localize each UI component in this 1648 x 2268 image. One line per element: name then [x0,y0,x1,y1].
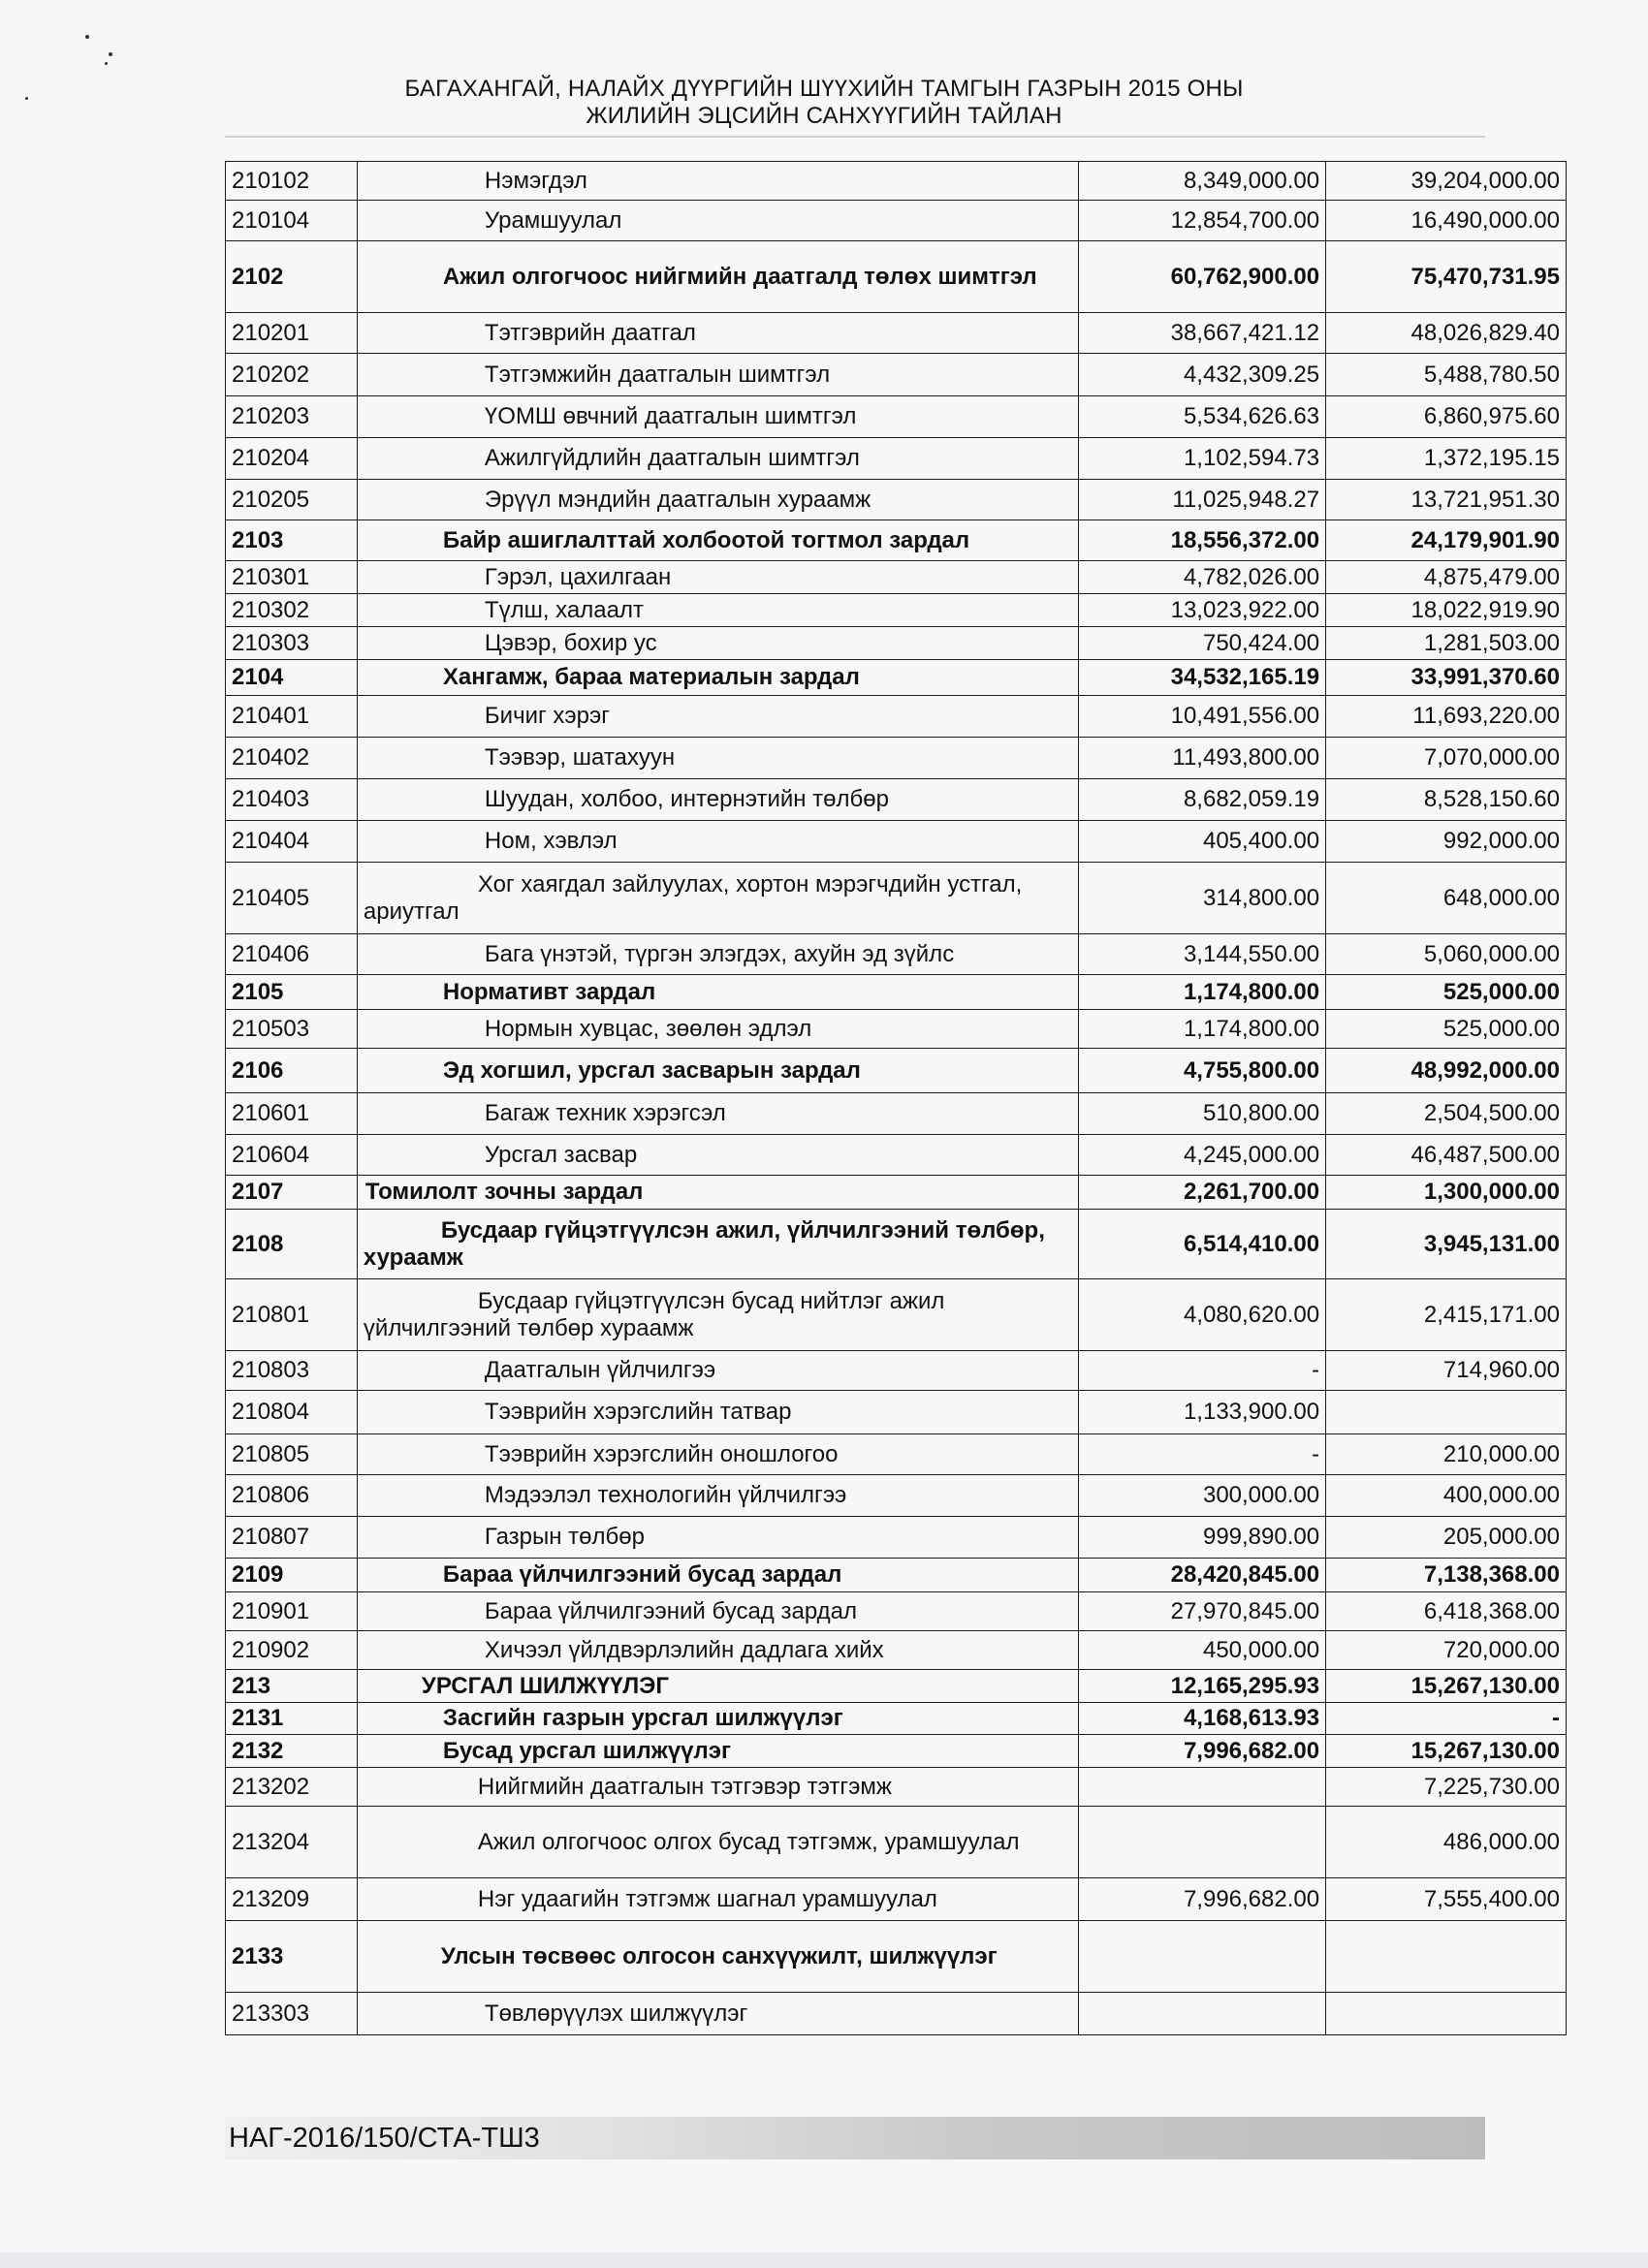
table-row [226,1768,1567,1807]
cell-value-2015 [1326,1391,1567,1434]
cell-name-text: Бичиг хэрэг [484,703,611,729]
cell-value-2014: 314,800.00 [1079,863,1326,934]
cell-value-2015: 33,991,370.60 [1326,660,1567,696]
cell-name-text: Төвлөрүүлэх шилжүүлэг [484,2000,748,2027]
cell-value-2015: 18,022,919.90 [1326,594,1567,627]
cell-name-text: Бусдаар гүйцэтгүүлсэн бусад нийтлэг ажил үйлчилгээний төлбөр хураамж [363,1287,945,1341]
cell-code: 210807 [226,1517,358,1559]
table-row [226,1807,1567,1878]
cell-name [357,1093,1078,1135]
table-row [226,1049,1567,1093]
cell-name [357,1592,1078,1631]
cell-value-2015: 1,372,195.15 [1326,438,1567,480]
table-row [226,1279,1567,1351]
cell-name-text: Даатгалын үйлчилгээ [484,1357,716,1383]
cell-name [357,1670,1078,1703]
cell-name-text: Урсгал засвар [484,1141,638,1168]
table-row [226,438,1567,480]
cell-name-text: Мэдээлэл технологийн үйлчилгээ [484,1482,847,1508]
cell-name-text: Тээврийн хэрэгслийн оношлогоо [484,1440,839,1467]
cell-name-text: Засгийн газрын урсгал шилжүүлэг [442,1705,843,1731]
cell-name-text: Байр ашиглалттай холбоотой тогтмол зардал [442,526,970,553]
cell-name-text: Эд хогшил, урсгал засварын зардал [442,1056,861,1084]
cell-name-text: Бараа үйлчилгээний бусад зардал [484,1597,857,1624]
cell-name-text: Шуудан, холбоо, интернэтийн төлбөр [484,786,889,812]
table-row [226,1434,1567,1475]
cell-value-2015: 15,267,130.00 [1326,1670,1567,1703]
cell-name [357,821,1078,863]
cell-name-text: Томилолт зочны зардал [364,1179,644,1205]
table-row [226,696,1567,738]
cell-value-2015: 2,504,500.00 [1326,1093,1567,1135]
cell-value-2014: 34,532,165.19 [1079,660,1326,696]
cell-value-2015: 48,026,829.40 [1326,313,1567,354]
cell-value-2015: 525,000.00 [1326,1010,1567,1049]
cell-value-2014: 3,144,550.00 [1079,934,1326,975]
cell-value-2015: 7,070,000.00 [1326,738,1567,779]
cell-value-2014: 8,682,059.19 [1079,779,1326,821]
cell-code: 210901 [226,1592,358,1631]
cell-value-2015: 992,000.00 [1326,821,1567,863]
cell-name [357,1434,1078,1475]
table-row [226,1010,1567,1049]
cell-value-2015: 46,487,500.00 [1326,1135,1567,1176]
cell-value-2015: 75,470,731.95 [1326,241,1567,313]
cell-value-2014: 7,996,682.00 [1079,1878,1326,1921]
cell-value-2014: 28,420,845.00 [1079,1559,1326,1592]
cell-value-2014: 11,025,948.27 [1079,480,1326,520]
cell-name [357,438,1078,480]
cell-code: 210405 [226,863,358,934]
table-row [226,594,1567,627]
cell-value-2015: 24,179,901.90 [1326,520,1567,561]
table-row [226,1670,1567,1703]
cell-value-2014: 4,245,000.00 [1079,1135,1326,1176]
table-row [226,561,1567,594]
table-row [226,1559,1567,1592]
cell-code: 210205 [226,480,358,520]
cell-value-2014: - [1079,1434,1326,1475]
cell-code: 210203 [226,396,358,438]
table-row [226,627,1567,660]
cell-value-2014: 4,755,800.00 [1079,1049,1326,1093]
cell-value-2014: 6,514,410.00 [1079,1210,1326,1279]
cell-name [357,1176,1078,1210]
cell-value-2014: 510,800.00 [1079,1093,1326,1135]
cell-name [357,1735,1078,1768]
cell-name-text: Эрүүл мэндийн даатгалын хураамж [484,486,872,513]
cell-name [357,1279,1078,1351]
cell-name-text: Ажил олгогчоос олгох бусад тэтгэмж, урамшуулал [477,1828,1020,1855]
cell-name [357,863,1078,934]
scan-edge [0,2252,1648,2268]
cell-code: 210204 [226,438,358,480]
cell-value-2015: 205,000.00 [1326,1517,1567,1559]
cell-code: 213204 [226,1807,358,1878]
cell-code: 210102 [226,162,358,201]
table-row [226,1391,1567,1434]
table-row [226,201,1567,241]
table-row [226,1878,1567,1921]
table-row [226,1093,1567,1135]
cell-name-text: Бараа үйлчилгээний бусад зардал [442,1561,842,1588]
cell-value-2015: 6,418,368.00 [1326,1592,1567,1631]
cell-value-2014: 38,667,421.12 [1079,313,1326,354]
cell-value-2015: 11,693,220.00 [1326,696,1567,738]
cell-name-text: Нормын хувцас, зөөлөн эдлэл [484,1015,812,1042]
cell-value-2014: 999,890.00 [1079,1517,1326,1559]
cell-name [357,1921,1078,1993]
table-row [226,975,1567,1010]
cell-name-text: Бусад урсгал шилжүүлэг [442,1737,732,1764]
cell-value-2014: 1,174,800.00 [1079,975,1326,1010]
cell-name [357,660,1078,696]
table-row [226,738,1567,779]
cell-code: 210404 [226,821,358,863]
cell-value-2015: 4,875,479.00 [1326,561,1567,594]
cell-value-2015: 1,300,000.00 [1326,1176,1567,1210]
cell-name-text: Урамшуулал [484,206,622,234]
cell-code: 210403 [226,779,358,821]
cell-value-2014: 300,000.00 [1079,1475,1326,1517]
cell-value-2015: 7,555,400.00 [1326,1878,1567,1921]
table-row [226,660,1567,696]
cell-code: 210301 [226,561,358,594]
table-row [226,1517,1567,1559]
cell-name-text: Тээврийн хэрэгслийн татвар [484,1399,792,1425]
cell-name-text: ҮОМШ өвчний даатгалын шимтгэл [484,403,857,429]
cell-code: 2105 [226,975,358,1010]
cell-name-text: Хичээл үйлдвэрлэлийн дадлага хийх [484,1636,884,1663]
cell-name [357,738,1078,779]
cell-name [357,779,1078,821]
cell-code: 2103 [226,520,358,561]
cell-name-text: Түлш, халаалт [484,596,644,623]
cell-name-text: Ажил олгогчоос нийгмийн даатгалд төлөх шимтгэл [442,263,1037,290]
cell-value-2014 [1079,1807,1326,1878]
cell-value-2014: 27,970,845.00 [1079,1592,1326,1631]
cell-name-text: Бага үнэтэй, түргэн элэгдэх, ахуйн эд зүйлс [484,940,955,967]
cell-value-2014: 13,023,922.00 [1079,594,1326,627]
cell-value-2014: 1,133,900.00 [1079,1391,1326,1434]
cell-value-2015: 7,138,368.00 [1326,1559,1567,1592]
table-row [226,1176,1567,1210]
report-header [0,76,1648,130]
cell-code: 2104 [226,660,358,696]
cell-value-2015: 5,488,780.50 [1326,354,1567,396]
cell-name [357,696,1078,738]
cell-name [357,480,1078,520]
cell-name [357,520,1078,561]
cell-name [357,313,1078,354]
cell-value-2015: 3,945,131.00 [1326,1210,1567,1279]
cell-code: 210401 [226,696,358,738]
table-row [226,1475,1567,1517]
cell-code: 210302 [226,594,358,627]
cell-name [357,1807,1078,1878]
cell-name-text: Тэтгэмжийн даатгалын шимтгэл [484,361,831,388]
cell-code: 210402 [226,738,358,779]
cell-name [357,1878,1078,1921]
cell-code: 210601 [226,1093,358,1135]
table-row [226,821,1567,863]
cell-name [357,1517,1078,1559]
cell-value-2014: - [1079,1351,1326,1391]
cell-name-text: Цэвэр, бохир ус [484,629,657,656]
cell-value-2014: 4,168,613.93 [1079,1703,1326,1735]
cell-value-2014: 750,424.00 [1079,627,1326,660]
cell-value-2015: 39,204,000.00 [1326,162,1567,201]
cell-name [357,1135,1078,1176]
cell-code: 210801 [226,1279,358,1351]
cell-name [357,1475,1078,1517]
header-title-line2: ЖИЛИЙН ЭЦСИЙН САНХҮҮГИЙН ТАЙЛАН [586,103,1062,129]
table-row [226,1135,1567,1176]
cell-value-2014: 5,534,626.63 [1079,396,1326,438]
cell-name [357,1010,1078,1049]
cell-value-2015: 714,960.00 [1326,1351,1567,1391]
cell-name [357,162,1078,201]
cell-name [357,934,1078,975]
cell-code: 2109 [226,1559,358,1592]
cell-name [357,1210,1078,1279]
cell-value-2014: 4,080,620.00 [1079,1279,1326,1351]
cell-value-2015 [1326,1993,1567,2035]
cell-value-2015: 400,000.00 [1326,1475,1567,1517]
table-row [226,934,1567,975]
cell-code: 2108 [226,1210,358,1279]
cell-value-2014: 450,000.00 [1079,1631,1326,1670]
table-row [226,480,1567,520]
header-title-line1: БАГАХАНГАЙ, НАЛАЙХ ДҮҮРГИЙН ШҮҮХИЙН ТАМГЫН ГАЗРЫН 2015 ОНЫ [404,76,1244,102]
cell-name [357,1351,1078,1391]
cell-code: 210902 [226,1631,358,1670]
cell-name-text: Хангамж, бараа материалын зардал [442,664,860,690]
cell-name [357,241,1078,313]
table-row [226,162,1567,201]
cell-value-2014: 12,854,700.00 [1079,201,1326,241]
cell-name [357,1768,1078,1807]
cell-code: 210804 [226,1391,358,1434]
cell-value-2014: 12,165,295.93 [1079,1670,1326,1703]
cell-name-text: Ном, хэвлэл [484,828,618,854]
cell-value-2014: 4,782,026.00 [1079,561,1326,594]
cell-name-text: Гэрэл, цахилгаан [484,563,672,590]
cell-code: 210406 [226,934,358,975]
cell-name-text: Хог хаягдал зайлуулах, хортон мэрэгчдийн устгал, ариутгал [363,870,1023,925]
cell-value-2015: 16,490,000.00 [1326,201,1567,241]
cell-value-2015: 13,721,951.30 [1326,480,1567,520]
cell-value-2015: 210,000.00 [1326,1434,1567,1475]
cell-value-2015: 2,415,171.00 [1326,1279,1567,1351]
table-row [226,1351,1567,1391]
document-code: НАГ-2016/150/СТА-ТШ3 [229,2123,540,2154]
cell-code: 2132 [226,1735,358,1768]
table-row [226,1921,1567,1993]
cell-code: 2106 [226,1049,358,1093]
table-row [226,1210,1567,1279]
cell-name [357,627,1078,660]
cell-code: 210303 [226,627,358,660]
cell-value-2014: 10,491,556.00 [1079,696,1326,738]
cell-value-2014: 11,493,800.00 [1079,738,1326,779]
cell-value-2015: 48,992,000.00 [1326,1049,1567,1093]
cell-name-text: Нэмэгдэл [484,167,587,194]
cell-name [357,354,1078,396]
cell-name-text: Нормативт зардал [442,978,656,1005]
cell-name-text: УРСГАЛ ШИЛЖҮҮЛЭГ [421,1672,669,1699]
cell-value-2015: 486,000.00 [1326,1807,1567,1878]
expense-table-body [226,162,1567,2035]
cell-code: 2133 [226,1921,358,1993]
cell-name-text: Улсын төсвөөс олгосон санхүүжилт, шилжүүлэг [440,1942,998,1969]
cell-value-2015: 1,281,503.00 [1326,627,1567,660]
cell-code: 210503 [226,1010,358,1049]
table-row [226,396,1567,438]
cell-code: 213202 [226,1768,358,1807]
cell-code: 210201 [226,313,358,354]
cell-code: 2102 [226,241,358,313]
cell-code: 210604 [226,1135,358,1176]
cell-name [357,1391,1078,1434]
cell-value-2015: 525,000.00 [1326,975,1567,1010]
cell-value-2014: 4,432,309.25 [1079,354,1326,396]
cell-code: 213209 [226,1878,358,1921]
cell-value-2014: 60,762,900.00 [1079,241,1326,313]
cell-name [357,201,1078,241]
cell-name [357,1703,1078,1735]
cell-name-text: Тээвэр, шатахуун [484,744,676,771]
cell-name [357,1631,1078,1670]
table-row [226,520,1567,561]
cell-name-text: Багаж техник хэрэгсэл [484,1100,726,1126]
cell-value-2014 [1079,1921,1326,1993]
cell-name [357,561,1078,594]
cell-name-text: Нэг удаагийн тэтгэмж шагнал урамшуулал [477,1885,937,1912]
cell-name-text: Ажилгүйдлийн даатгалын шимтгэл [484,445,860,471]
cell-code: 213303 [226,1993,358,2035]
cell-value-2015: 8,528,150.60 [1326,779,1567,821]
table-row [226,1592,1567,1631]
cell-code: 213 [226,1670,358,1703]
cell-name-text: Нийгмийн даатгалын тэтгэвэр тэтгэмж [477,1773,892,1800]
table-row [226,1703,1567,1735]
cell-value-2015 [1326,1921,1567,1993]
cell-value-2015: 6,860,975.60 [1326,396,1567,438]
table-row [226,1631,1567,1670]
table-row [226,779,1567,821]
table-row [226,354,1567,396]
cell-value-2014 [1079,1993,1326,2035]
cell-value-2014: 7,996,682.00 [1079,1735,1326,1768]
cell-name [357,1559,1078,1592]
cell-code: 2131 [226,1703,358,1735]
table-row [226,1993,1567,2035]
cell-code: 210202 [226,354,358,396]
expense-table [225,161,1567,2035]
cell-name [357,1049,1078,1093]
cell-code: 210803 [226,1351,358,1391]
cell-value-2015: 5,060,000.00 [1326,934,1567,975]
cell-value-2014: 1,102,594.73 [1079,438,1326,480]
cell-name [357,396,1078,438]
cell-code: 210805 [226,1434,358,1475]
header-divider [225,136,1485,138]
cell-code: 210806 [226,1475,358,1517]
cell-code: 2107 [226,1176,358,1210]
cell-value-2014: 8,349,000.00 [1079,162,1326,201]
cell-value-2014: 1,174,800.00 [1079,1010,1326,1049]
cell-value-2015: 7,225,730.00 [1326,1768,1567,1807]
cell-name [357,975,1078,1010]
cell-name-text: Тэтгэврийн даатгал [484,319,696,346]
cell-name-text: Бусдаар гүйцэтгүүлсэн ажил, үйлчилгээний төлбөр, хураамж [363,1216,1045,1271]
cell-value-2014: 2,261,700.00 [1079,1176,1326,1210]
cell-name [357,1993,1078,2035]
table-row [226,313,1567,354]
cell-code: 210104 [226,201,358,241]
cell-name [357,594,1078,627]
cell-value-2015: 720,000.00 [1326,1631,1567,1670]
cell-value-2014: 405,400.00 [1079,821,1326,863]
cell-value-2014 [1079,1768,1326,1807]
cell-name-text: Газрын төлбөр [484,1524,645,1550]
table-row [226,241,1567,313]
table-row [226,1735,1567,1768]
cell-value-2015: 15,267,130.00 [1326,1735,1567,1768]
cell-value-2014: 18,556,372.00 [1079,520,1326,561]
cell-value-2015: 648,000.00 [1326,863,1567,934]
table-row [226,863,1567,934]
cell-value-2015: - [1326,1703,1567,1735]
